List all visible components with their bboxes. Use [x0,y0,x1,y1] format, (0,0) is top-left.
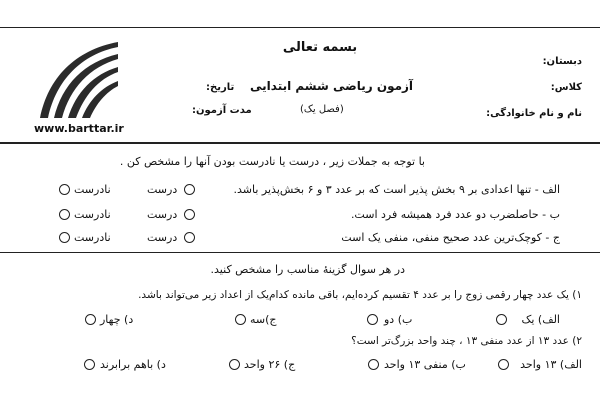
tf-true-radio-2[interactable] [184,209,195,220]
mcq-1-option-c-radio[interactable] [235,314,246,325]
chapter-label: (فصل یک) [300,104,344,115]
tf-false-label-1: نادرست [74,183,111,196]
mcq-2-option-a: الف) ۱۳ واحد [520,358,582,371]
mcq-question-2: ۲) عدد ۱۳ از عدد منفی ۱۳ ، چند واحد بزرگ‌تر است؟ [351,335,582,347]
mcq-2-option-b: ب) منفی ۱۳ واحد [384,358,466,371]
school-label: دبستان: [542,56,582,67]
section-divider [0,252,600,253]
mcq-question-1: ۱) یک عدد چهار رقمی زوج را بر عدد ۴ تقسیم کرده‌ایم، باقی مانده کدام‌یک از اعداد زیر می‌تواند باشد. [138,289,582,301]
tf-true-label-3: درست [147,231,178,244]
tf-true-label-2: درست [147,208,178,221]
mcq-1-option-d: د) چهار [100,313,134,326]
mcq-1-option-d-radio[interactable] [85,314,96,325]
barttar-logo-icon [30,38,120,120]
tf-true-label-1: درست [147,183,178,196]
class-label: کلاس: [550,82,582,93]
mcq-1-option-a: الف) یک [521,313,560,326]
top-border [0,27,600,28]
mcq-2-option-b-radio[interactable] [368,359,379,370]
section2-instruction: در هر سوال گزینهٔ مناسب را مشخص کنید. [210,263,405,276]
tf-false-label-3: نادرست [74,231,111,244]
mcq-1-option-b: ب) دو [384,313,413,326]
tf-true-radio-1[interactable] [184,184,195,195]
header-divider [0,142,600,144]
tf-true-radio-3[interactable] [184,232,195,243]
tf-false-label-2: نادرست [74,208,111,221]
name-label: نام و نام خانوادگی: [486,108,582,119]
tf-statement-3: ج - کوچک‌ترین عدد صحیح منفی، منفی یک است [341,231,560,244]
website-label: www.barttar.ir [34,122,124,135]
basmala: بسمه تعالی [282,40,358,55]
mcq-1-option-b-radio[interactable] [367,314,378,325]
tf-false-radio-1[interactable] [59,184,70,195]
exam-title: آزمون ریاضی ششم ابتدایی [250,79,414,93]
section1-instruction: با توجه به جملات زیر ، درست یا نادرست بودن آنها را مشخص کن . [119,155,425,168]
tf-statement-1: الف - تنها اعدادی بر ۹ بخش پذیر است که بر عدد ۳ و ۶ بخش‌پذیر باشد. [233,183,560,196]
mcq-2-option-a-radio[interactable] [498,359,509,370]
mcq-2-option-c: ج) ۲۶ واحد [244,358,296,371]
mcq-2-option-d: د) باهم برابرند [100,358,166,371]
duration-label: مدت آزمون: [192,105,252,116]
tf-false-radio-3[interactable] [59,232,70,243]
mcq-1-option-c: ج)سه [250,313,277,326]
date-label: تاریخ: [206,82,235,93]
mcq-2-option-c-radio[interactable] [229,359,240,370]
tf-statement-2: ب - حاصلضرب دو عدد فرد همیشه فرد است. [350,208,560,221]
tf-false-radio-2[interactable] [59,209,70,220]
mcq-2-option-d-radio[interactable] [84,359,95,370]
mcq-1-option-a-radio[interactable] [496,314,507,325]
